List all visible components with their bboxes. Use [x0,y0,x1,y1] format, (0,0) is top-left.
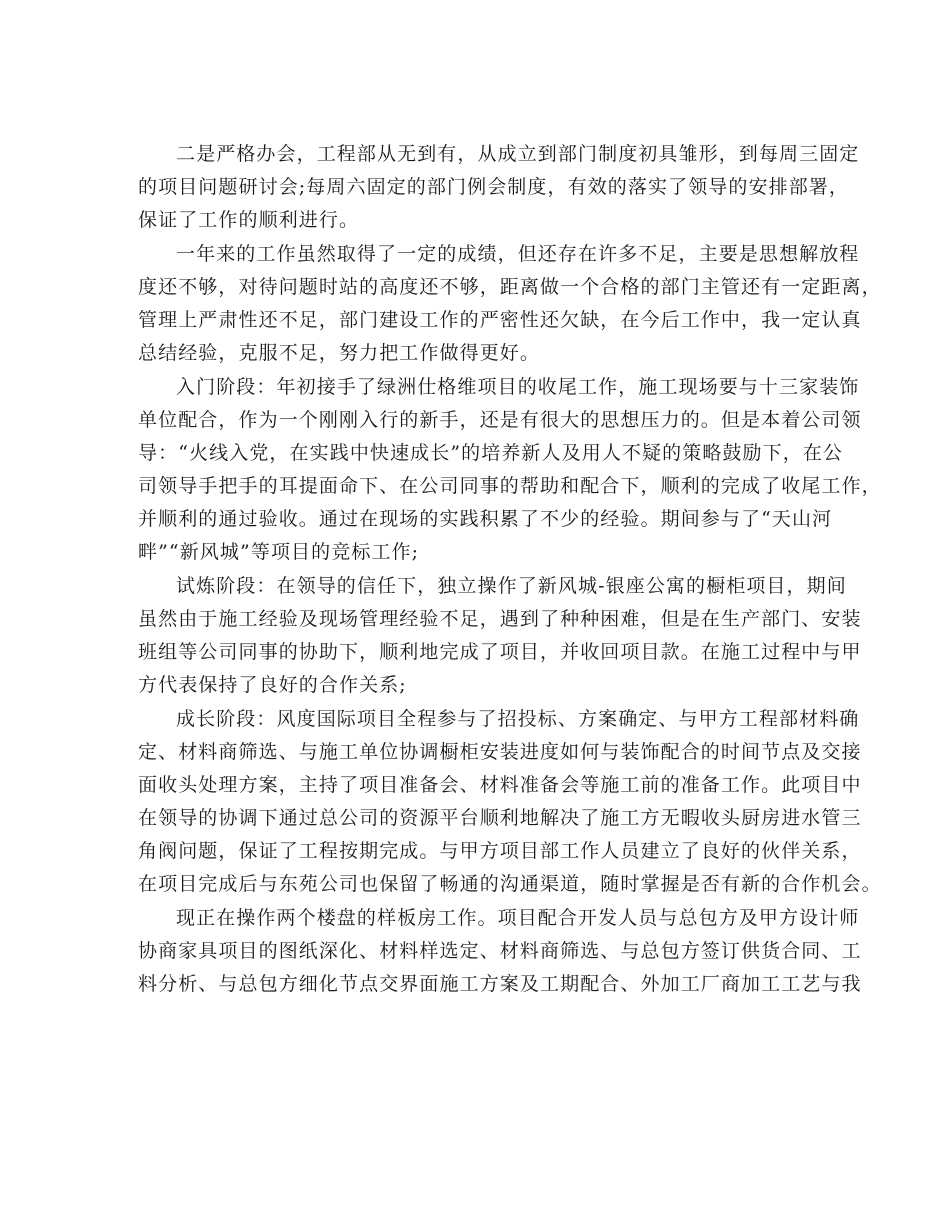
paragraph-3-line-6: 畔”“新风城”等项目的竞标工作; [138,541,420,563]
paragraph-4-line-1: 试炼阶段：在领导的信任下，独立操作了新风城-银座公寓的橱柜项目，期间 [176,575,847,597]
paragraph-4-line-2: 虽然由于施工经验及现场管理经验不足，遇到了种种困难，但是在生产部门、安装 [138,608,862,630]
paragraph-5-line-2: 定、材料商筛选、与施工单位协调橱柜安装进度如何与装饰配合的时间节点及交接 [138,741,862,763]
paragraph-6-line-1: 现正在操作两个楼盘的样板房工作。项目配合开发人员与总包方及甲方设计师 [176,907,860,929]
paragraph-5-line-5: 角阀问题，保证了工程按期完成。与甲方项目部工作人员建立了良好的伙伴关系， [138,840,862,862]
paragraph-2-line-1: 一年来的工作虽然取得了一定的成绩，但还存在许多不足，主要是思想解放程 [176,243,860,265]
paragraph-3-line-3: 导：“火线入党，在实践中快速成长”的培养新人及用人不疑的策略鼓励下，在公 [138,442,844,464]
paragraph-3-line-5: 并顺利的通过验收。通过在现场的实践积累了不少的经验。期间参与了“天山河 [138,508,833,530]
paragraph-2-line-2: 度还不够，对待问题时站的高度还不够，距离做一个合格的部门主管还有一定距离， [138,276,882,298]
paragraph-4-line-3: 班组等公司同事的协助下，顺利地完成了项目，并收回项目款。在施工过程中与甲 [138,641,862,663]
paragraph-5-line-4: 在领导的协调下通过总公司的资源平台顺利地解决了施工方无暇收头厨房进水管三 [138,807,862,829]
paragraph-1-line-2: 的项目问题研讨会;每周六固定的部门例会制度，有效的落实了领导的安排部署， [138,176,850,198]
paragraph-3-line-2: 单位配合，作为一个刚刚入行的新手，还是有很大的思想压力的。但是本着公司领 [138,409,862,431]
paragraph-3-line-1: 入门阶段：年初接手了绿洲仕格维项目的收尾工作，施工现场要与十三家装饰 [176,376,860,398]
paragraph-6-line-2: 协商家具项目的图纸深化、材料样选定、材料商筛选、与总包方签订供货合同、工 [138,940,862,962]
paragraph-1-line-1: 二是严格办会，工程部从无到有，从成立到部门制度初具雏形，到每周三固定 [176,143,860,165]
paragraph-4-line-4: 方代表保持了良好的合作关系; [138,674,407,696]
paragraph-5-line-1: 成长阶段：风度国际项目全程参与了招投标、方案确定、与甲方工程部材料确 [176,708,860,730]
paragraph-5-line-6: 在项目完成后与东苑公司也保留了畅通的沟通渠道，随时掌握是否有新的合作机会。 [138,873,882,895]
paragraph-2-line-4: 总结经验，克服不足，努力把工作做得更好。 [138,342,541,364]
paragraph-3-line-4: 司领导手把手的耳提面命下、在公司同事的帮助和配合下，顺利的完成了收尾工作， [138,475,882,497]
paragraph-2-line-3: 管理上严肃性还不足，部门建设工作的严密性还欠缺，在今后工作中，我一定认真 [138,309,862,331]
paragraph-6-line-3: 料分析、与总包方细化节点交界面施工方案及工期配合、外加工厂商加工工艺与我 [138,973,862,995]
paragraph-5-line-3: 面收头处理方案，主持了项目准备会、材料准备会等施工前的准备工作。此项目中 [138,774,862,796]
paragraph-1-line-3: 保证了工作的顺利进行。 [138,209,360,231]
